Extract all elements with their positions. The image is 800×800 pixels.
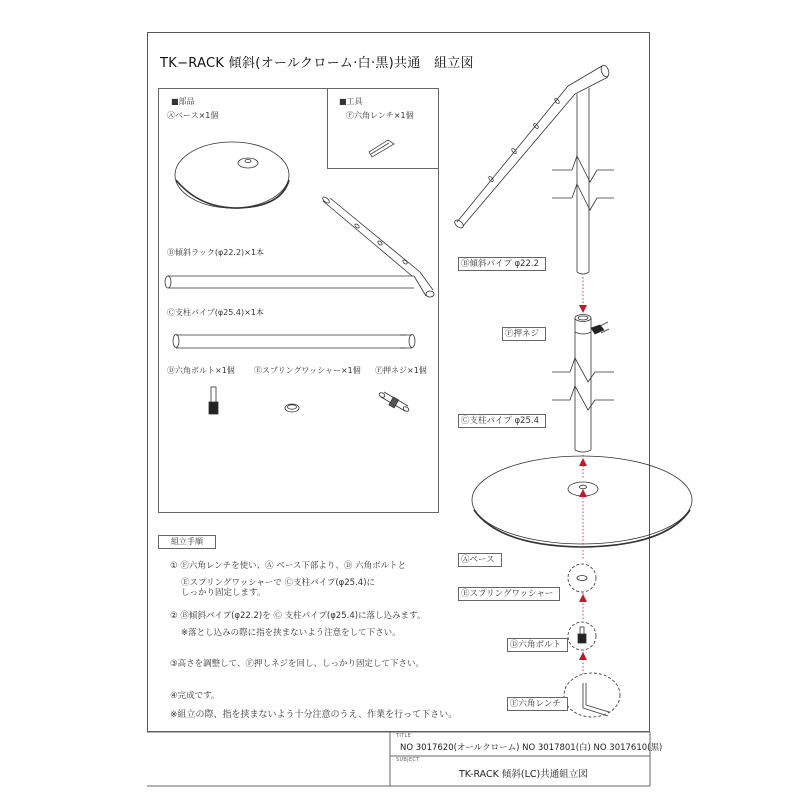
step-1-line-2: Ⓔスプリングワッシャーで Ⓒ支柱パイプ(φ25.4)に xyxy=(181,578,376,588)
label-wrench: Ⓕ六角レンチ xyxy=(507,697,568,711)
title-value: NO 3017620(オールクローム) NO 3017801(白) NO 3017610(黒) xyxy=(400,743,663,753)
part-a-label: Ⓐベース×1個 xyxy=(167,111,219,120)
spring-washer-icon xyxy=(285,404,299,412)
assembly-base-drawing xyxy=(472,456,692,547)
inclined-rack-icon xyxy=(165,196,434,297)
tools-heading: ■工具 xyxy=(339,97,363,106)
step-2-note: ※落とし込みの際に指を挟まないよう注意をして下さい。 xyxy=(181,628,401,638)
safety-note: ※組立の際、指を挟まないよう十分注意のうえ、作業を行って下さい。 xyxy=(170,710,458,720)
base-disc-icon xyxy=(175,142,289,208)
wrench-detail-circle xyxy=(564,673,620,717)
title-caption: TITLE xyxy=(396,733,412,739)
part-d-label: Ⓓ六角ボルト×1個 xyxy=(167,366,235,375)
step-2-line-1: ② Ⓑ傾斜パイプ(φ22.2)を Ⓒ 支柱パイプ(φ25.4)に落し込みます。 xyxy=(170,611,426,621)
label-post-pipe: Ⓒ支柱パイプ φ25.4 xyxy=(458,414,546,428)
post-pipe-icon xyxy=(173,335,415,349)
step-1-line-1: ① Ⓕ六角レンチを使い、Ⓐ ベース下部より、Ⓓ 六角ボルトと xyxy=(170,561,407,571)
step-4: ④完成です。 xyxy=(170,691,220,701)
label-set-screw: Ⓕ押ネジ xyxy=(502,327,546,341)
part-c-label: Ⓒ支柱パイプ(φ25.4)×1本 xyxy=(167,308,264,317)
label-rack-pipe: Ⓑ傾斜パイプ φ22.2 xyxy=(458,257,546,271)
steps-heading: 組立手順 xyxy=(158,535,216,549)
step-1-line-3: しっかり固定します。 xyxy=(181,588,266,598)
subject-caption: SUBJECT xyxy=(396,757,420,763)
hex-wrench-icon xyxy=(369,140,394,157)
washer-detail-circle xyxy=(568,564,596,592)
set-screw-icon xyxy=(378,392,409,412)
part-e-label: Ⓔスプリングワッシャー×1個 xyxy=(254,366,361,375)
label-bolt: Ⓓ六角ボルト xyxy=(507,638,568,652)
part-b-label: Ⓑ傾斜ラック(φ22.2)×1本 xyxy=(167,248,264,257)
assembly-post-drawing xyxy=(552,315,614,453)
tool-f-label: Ⓕ六角レンチ×1個 xyxy=(346,111,414,120)
label-base: Ⓐベース xyxy=(458,553,502,567)
step-3: ③高さを調整して、Ⓕ押しネジを回し、しっかり固定して下さい。 xyxy=(170,659,424,669)
part-f-label: Ⓕ押ネジ×1個 xyxy=(375,366,427,375)
assembly-rack-drawing xyxy=(453,64,614,274)
parts-heading: ■部品 xyxy=(171,97,195,106)
subject-value: TK-RACK 傾斜(LC)共通組立図 xyxy=(459,769,588,780)
hex-bolt-icon xyxy=(209,387,218,414)
label-washer: Ⓔスプリングワッシャー xyxy=(458,587,560,601)
document-title: TK−RACK 傾斜(オールクローム·白·黒)共通 組立図 xyxy=(160,56,474,71)
